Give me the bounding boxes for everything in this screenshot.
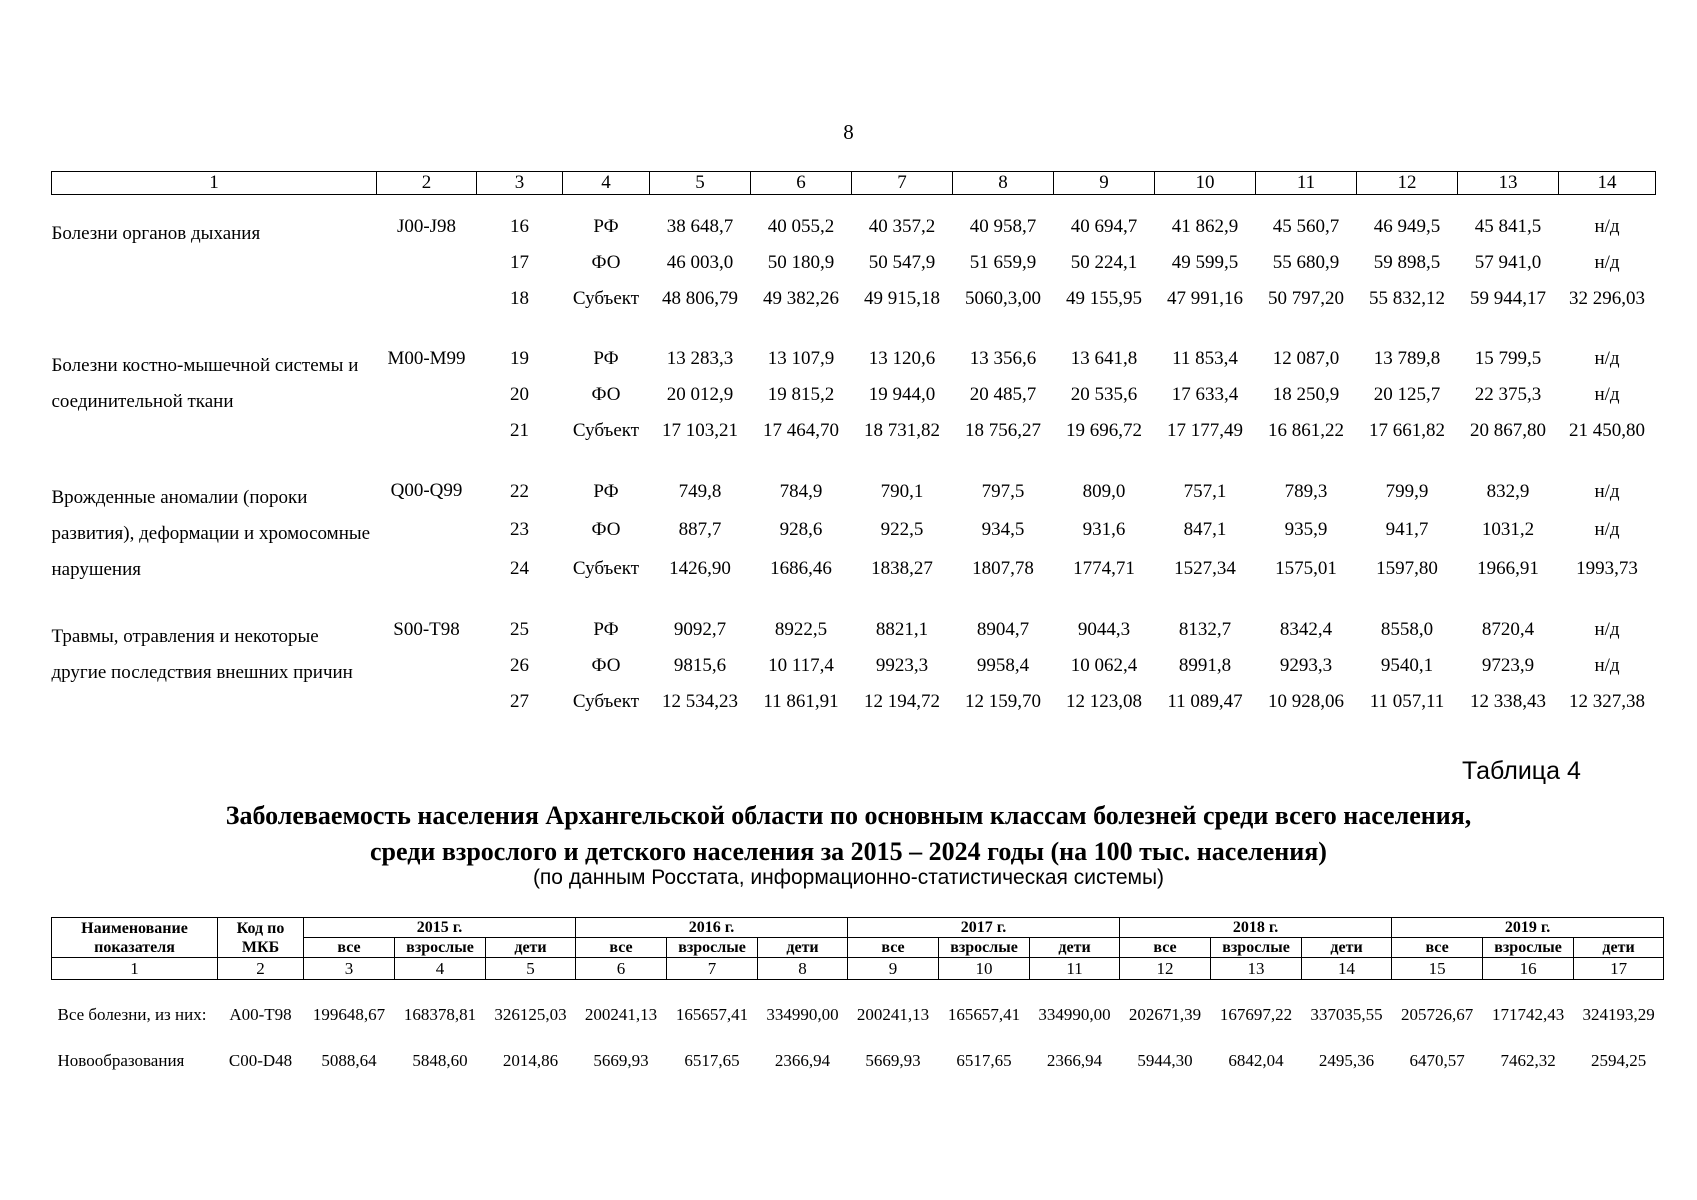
value-cell: 5848,60 <box>412 1051 468 1070</box>
territory-type: РФ <box>593 216 619 237</box>
value-cell: 20 485,7 <box>969 384 1037 405</box>
value-cell: н/д <box>1594 619 1620 640</box>
row-number: 16 <box>510 216 529 237</box>
value-cell: 847,1 <box>1183 519 1227 541</box>
value-cell: 10 062,4 <box>1070 655 1138 676</box>
value-cell: 12 338,43 <box>1470 691 1546 712</box>
indicator-name: Новообразования <box>57 1051 185 1070</box>
spacer-row <box>52 317 1656 341</box>
value-cell: 1597,80 <box>1376 557 1438 579</box>
subheader-cell: дети <box>758 938 848 958</box>
column-number-cell: 3 <box>304 958 395 980</box>
value-cell: 6517,65 <box>956 1051 1012 1070</box>
year-header: 2017 г. <box>848 918 1120 938</box>
territory-type: РФ <box>593 619 619 640</box>
value-cell: н/д <box>1594 481 1620 503</box>
value-cell: 9293,3 <box>1279 655 1333 676</box>
value-cell: 12 087,0 <box>1272 348 1340 369</box>
value-cell: 18 250,9 <box>1272 384 1340 405</box>
column-number-cell: 11 <box>1256 172 1357 195</box>
column-number-cell: 4 <box>395 958 486 980</box>
value-cell: 46 003,0 <box>666 252 734 273</box>
subheader-cell: дети <box>1574 938 1664 958</box>
icd-code: M00-M99 <box>387 348 466 369</box>
table-title-line: среди взрослого и детского населения за 2015 – 2024 годы (на 100 тыс. населения) <box>370 837 1327 866</box>
subheader-cell: взрослые <box>395 938 486 958</box>
indicator-name: Травмы, отравления и некоторые другие последствия внешних причин <box>51 626 353 683</box>
value-cell: 15 799,5 <box>1474 348 1542 369</box>
column-number-cell: 2 <box>377 172 477 195</box>
value-cell: 50 797,20 <box>1268 288 1344 309</box>
value-cell: 50 547,9 <box>868 252 936 273</box>
page-number: 8 <box>843 120 854 144</box>
column-number-cell: 1 <box>52 172 377 195</box>
subheader-cell: взрослые <box>1483 938 1574 958</box>
table-row <box>52 473 1656 511</box>
value-cell: 20 012,9 <box>666 384 734 405</box>
subheader-cell: дети <box>1302 938 1392 958</box>
row-number: 22 <box>510 481 529 503</box>
value-cell: 5944,30 <box>1137 1051 1193 1070</box>
value-cell: 8132,7 <box>1178 619 1232 640</box>
value-cell: 9815,6 <box>673 655 727 676</box>
value-cell: 17 633,4 <box>1171 384 1239 405</box>
row-number: 23 <box>510 519 529 541</box>
column-number-row <box>52 958 1664 980</box>
row-number: 26 <box>510 655 529 676</box>
value-cell: 9092,7 <box>673 619 727 640</box>
value-cell: 9540,1 <box>1380 655 1434 676</box>
value-cell: 13 107,9 <box>767 348 835 369</box>
icd-code: Q00-Q99 <box>390 480 463 501</box>
value-cell: 9958,4 <box>976 655 1030 676</box>
table-row <box>52 1050 1664 1072</box>
column-number-cell: 3 <box>477 172 563 195</box>
value-cell: 19 815,2 <box>767 384 835 405</box>
column-number-cell: 2 <box>218 958 304 980</box>
value-cell: 13 356,6 <box>969 348 1037 369</box>
table-4 <box>51 917 1664 1072</box>
value-cell: 205726,67 <box>1400 1005 1474 1024</box>
value-cell: 20 535,6 <box>1070 384 1138 405</box>
value-cell: 12 194,72 <box>864 691 940 712</box>
value-cell: 8991,8 <box>1178 655 1232 676</box>
column-number-cell: 11 <box>1030 958 1120 980</box>
value-cell: 50 180,9 <box>767 252 835 273</box>
row-number: 21 <box>510 420 529 441</box>
column-number-cell: 6 <box>576 958 667 980</box>
value-cell: 49 599,5 <box>1171 252 1239 273</box>
indicator-name: Болезни органов дыхания <box>51 223 261 244</box>
value-cell: 8904,7 <box>976 619 1030 640</box>
value-cell: 9923,3 <box>875 655 929 676</box>
column-number-cell: 13 <box>1458 172 1559 195</box>
territory-type: РФ <box>593 481 619 503</box>
value-cell: 1966,91 <box>1477 557 1539 579</box>
value-cell: 22 375,3 <box>1474 384 1542 405</box>
value-cell: 6842,04 <box>1228 1051 1284 1070</box>
value-cell: 171742,43 <box>1491 1005 1565 1024</box>
value-cell: 2014,86 <box>502 1051 559 1070</box>
column-number-cell: 10 <box>1155 172 1256 195</box>
value-cell: 18 731,82 <box>864 420 940 441</box>
value-cell: 8720,4 <box>1481 619 1535 640</box>
value-cell: 17 177,49 <box>1167 420 1243 441</box>
year-header: 2016 г. <box>576 918 848 938</box>
value-cell: 749,8 <box>678 481 722 503</box>
row-number: 18 <box>510 288 529 309</box>
indicator-name: Болезни костно-мышечной системы и соединительной ткани <box>51 355 359 412</box>
value-cell: 2594,25 <box>1590 1051 1647 1070</box>
value-cell: 11 853,4 <box>1172 348 1238 369</box>
morbidity-table-continuation <box>51 171 1656 720</box>
value-cell: 17 464,70 <box>763 420 839 441</box>
value-cell: 334990,00 <box>766 1005 839 1024</box>
value-cell: 45 560,7 <box>1272 216 1340 237</box>
value-cell: 51 659,9 <box>969 252 1037 273</box>
value-cell: 832,9 <box>1486 481 1530 503</box>
value-cell: 50 224,1 <box>1070 252 1138 273</box>
value-cell: 5669,93 <box>865 1051 921 1070</box>
territory-type: Субъект <box>572 557 640 579</box>
value-cell: 5060,3,00 <box>965 288 1041 309</box>
value-cell: 797,5 <box>981 481 1025 503</box>
value-cell: 1993,73 <box>1576 557 1638 579</box>
territory-type: ФО <box>591 519 621 541</box>
subheader-cell: взрослые <box>939 938 1030 958</box>
subheader-cell: взрослые <box>1211 938 1302 958</box>
column-number-cell: 17 <box>1574 958 1664 980</box>
column-number-cell: 16 <box>1483 958 1574 980</box>
value-cell: 11 089,47 <box>1167 691 1243 712</box>
value-cell: 1807,78 <box>972 557 1034 579</box>
value-cell: 168378,81 <box>403 1005 477 1024</box>
value-cell: 19 696,72 <box>1066 420 1142 441</box>
column-number-cell: 14 <box>1302 958 1392 980</box>
value-cell: 1575,01 <box>1275 557 1337 579</box>
territory-type: Субъект <box>572 691 640 712</box>
value-cell: 38 648,7 <box>666 216 734 237</box>
value-cell: 199648,67 <box>312 1005 386 1024</box>
value-cell: 55 832,12 <box>1369 288 1445 309</box>
value-cell: 809,0 <box>1082 481 1126 503</box>
value-cell: 47 991,16 <box>1167 288 1243 309</box>
icd-code: S00-T98 <box>393 619 460 640</box>
value-cell: 324193,29 <box>1582 1005 1655 1024</box>
value-cell: 928,6 <box>779 519 823 541</box>
value-cell: 49 382,26 <box>763 288 839 309</box>
header-row <box>52 918 1664 938</box>
table-title <box>0 798 1697 870</box>
territory-type: ФО <box>591 655 621 676</box>
value-cell: 17 103,21 <box>662 420 738 441</box>
column-number-cell: 14 <box>1559 172 1656 195</box>
value-cell: 40 958,7 <box>969 216 1037 237</box>
value-cell: 12 123,08 <box>1066 691 1142 712</box>
value-cell: 46 949,5 <box>1373 216 1441 237</box>
value-cell: 13 641,8 <box>1070 348 1138 369</box>
row-number: 27 <box>510 691 529 712</box>
header-name: Наименование показателя <box>52 918 218 958</box>
value-cell: 40 055,2 <box>767 216 835 237</box>
value-cell: 12 159,70 <box>965 691 1041 712</box>
value-cell: 334990,00 <box>1038 1005 1111 1024</box>
value-cell: 45 841,5 <box>1474 216 1542 237</box>
value-cell: 20 125,7 <box>1373 384 1441 405</box>
value-cell: 1031,2 <box>1481 519 1535 541</box>
value-cell: 1527,34 <box>1174 557 1236 579</box>
row-number: 20 <box>510 384 529 405</box>
subheader-cell: дети <box>486 938 576 958</box>
column-number-cell: 5 <box>650 172 751 195</box>
value-cell: н/д <box>1594 384 1620 405</box>
value-cell: 789,3 <box>1284 481 1328 503</box>
column-number-cell: 15 <box>1392 958 1483 980</box>
value-cell: 40 694,7 <box>1070 216 1138 237</box>
value-cell: 165657,41 <box>675 1005 749 1024</box>
value-cell: 6517,65 <box>684 1051 740 1070</box>
subheader-cell: дети <box>1030 938 1120 958</box>
column-number-cell: 8 <box>758 958 848 980</box>
value-cell: 18 756,27 <box>965 420 1041 441</box>
value-cell: 9044,3 <box>1077 619 1131 640</box>
value-cell: 1774,71 <box>1073 557 1135 579</box>
value-cell: 32 296,03 <box>1569 288 1645 309</box>
value-cell: 20 867,80 <box>1470 420 1546 441</box>
value-cell: 8558,0 <box>1380 619 1434 640</box>
value-cell: н/д <box>1594 348 1620 369</box>
value-cell: н/д <box>1594 252 1620 273</box>
column-number-cell: 7 <box>852 172 953 195</box>
value-cell: н/д <box>1594 519 1620 541</box>
value-cell: 41 862,9 <box>1171 216 1239 237</box>
territory-type: РФ <box>593 348 619 369</box>
table-row <box>52 341 1656 377</box>
value-cell: 16 861,22 <box>1268 420 1344 441</box>
table-row <box>52 1004 1664 1026</box>
header-code: Код по МКБ <box>218 918 304 958</box>
column-number-cell: 8 <box>953 172 1054 195</box>
value-cell: 934,5 <box>981 519 1025 541</box>
column-number-cell: 12 <box>1120 958 1211 980</box>
table-title-line: Заболеваемость населения Архангельской области по основным классам болезней среди всего населения, <box>225 801 1472 830</box>
value-cell: 202671,39 <box>1128 1005 1202 1024</box>
value-cell: 8821,1 <box>875 619 929 640</box>
row-number: 24 <box>510 557 529 579</box>
value-cell: 13 283,3 <box>666 348 734 369</box>
value-cell: 40 357,2 <box>868 216 936 237</box>
indicator-name: Врожденные аномалии (пороки развития), деформации и хромосомные нарушения <box>51 487 371 580</box>
table-row <box>52 612 1656 648</box>
value-cell: 55 680,9 <box>1272 252 1340 273</box>
value-cell: 12 534,23 <box>662 691 738 712</box>
territory-type: ФО <box>591 384 621 405</box>
value-cell: 7462,32 <box>1500 1051 1556 1070</box>
value-cell: 784,9 <box>779 481 823 503</box>
value-cell: 1426,90 <box>669 557 731 579</box>
column-number-cell: 4 <box>563 172 650 195</box>
header-row <box>52 172 1656 195</box>
value-cell: 167697,22 <box>1219 1005 1293 1024</box>
column-number-cell: 6 <box>751 172 852 195</box>
spacer-row <box>52 449 1656 473</box>
year-header: 2019 г. <box>1392 918 1664 938</box>
value-cell: 19 944,0 <box>868 384 936 405</box>
subheader-cell: взрослые <box>667 938 758 958</box>
subheader-cell: все <box>304 938 395 958</box>
column-number-cell: 1 <box>52 958 218 980</box>
column-number-cell: 9 <box>848 958 939 980</box>
spacer-row <box>52 195 1656 210</box>
territory-type: Субъект <box>572 420 640 441</box>
value-cell: 165657,41 <box>947 1005 1021 1024</box>
value-cell: 1686,46 <box>770 557 832 579</box>
value-cell: 931,6 <box>1082 519 1126 541</box>
row-number: 17 <box>510 252 529 273</box>
territory-type: ФО <box>591 252 621 273</box>
value-cell: 935,9 <box>1284 519 1328 541</box>
column-number-cell: 13 <box>1211 958 1302 980</box>
value-cell: 48 806,79 <box>662 288 738 309</box>
value-cell: 2366,94 <box>1046 1051 1103 1070</box>
indicator-name: Все болезни, из них: <box>57 1005 207 1024</box>
table-row <box>52 209 1656 245</box>
column-number-cell: 10 <box>939 958 1030 980</box>
value-cell: 49 915,18 <box>864 288 940 309</box>
value-cell: 10 928,06 <box>1268 691 1344 712</box>
value-cell: 5669,93 <box>593 1051 649 1070</box>
value-cell: 5088,64 <box>321 1051 377 1070</box>
spacer-row <box>52 1026 1664 1050</box>
value-cell: 922,5 <box>880 519 924 541</box>
territory-type: Субъект <box>572 288 640 309</box>
value-cell: н/д <box>1594 216 1620 237</box>
value-cell: н/д <box>1594 655 1620 676</box>
value-cell: 757,1 <box>1183 481 1227 503</box>
value-cell: 337035,55 <box>1310 1005 1383 1024</box>
value-cell: 799,9 <box>1385 481 1429 503</box>
value-cell: 11 861,91 <box>763 691 839 712</box>
value-cell: 49 155,95 <box>1066 288 1142 309</box>
subheader-cell: все <box>1120 938 1211 958</box>
value-cell: 9723,9 <box>1481 655 1535 676</box>
column-number-cell: 5 <box>486 958 576 980</box>
row-number: 25 <box>510 619 529 640</box>
value-cell: 59 898,5 <box>1373 252 1441 273</box>
year-header: 2015 г. <box>304 918 576 938</box>
icd-code: A00-T98 <box>229 1005 292 1024</box>
column-number-cell: 12 <box>1357 172 1458 195</box>
table-subtitle: (по данным Росстата, информационно-статистическая системы) <box>532 866 1165 889</box>
value-cell: 200241,13 <box>856 1005 930 1024</box>
value-cell: 200241,13 <box>584 1005 658 1024</box>
value-cell: 12 327,38 <box>1569 691 1645 712</box>
table-caption: Таблица 4 <box>1462 757 1581 785</box>
value-cell: 1838,27 <box>871 557 933 579</box>
column-number-cell: 7 <box>667 958 758 980</box>
value-cell: 17 661,82 <box>1369 420 1445 441</box>
value-cell: 2495,36 <box>1318 1051 1375 1070</box>
row-number: 19 <box>510 348 529 369</box>
spacer-row <box>52 980 1664 1005</box>
value-cell: 10 117,4 <box>768 655 834 676</box>
value-cell: 11 057,11 <box>1369 691 1445 712</box>
value-cell: 57 941,0 <box>1474 252 1542 273</box>
year-header: 2018 г. <box>1120 918 1392 938</box>
value-cell: 941,7 <box>1385 519 1429 541</box>
value-cell: 326125,03 <box>494 1005 567 1024</box>
value-cell: 887,7 <box>678 519 722 541</box>
value-cell: 8342,4 <box>1279 619 1333 640</box>
value-cell: 8922,5 <box>774 619 828 640</box>
icd-code: C00-D48 <box>228 1051 293 1070</box>
value-cell: 59 944,17 <box>1470 288 1546 309</box>
value-cell: 13 120,6 <box>868 348 936 369</box>
column-number-cell: 9 <box>1054 172 1155 195</box>
value-cell: 2366,94 <box>774 1051 831 1070</box>
value-cell: 13 789,8 <box>1373 348 1441 369</box>
value-cell: 21 450,80 <box>1569 420 1645 441</box>
spacer-row <box>52 588 1656 612</box>
value-cell: 6470,57 <box>1409 1051 1465 1070</box>
subheader-cell: все <box>848 938 939 958</box>
subheader-cell: все <box>576 938 667 958</box>
icd-code: J00-J98 <box>396 216 457 237</box>
subheader-cell: все <box>1392 938 1483 958</box>
value-cell: 790,1 <box>880 481 924 503</box>
